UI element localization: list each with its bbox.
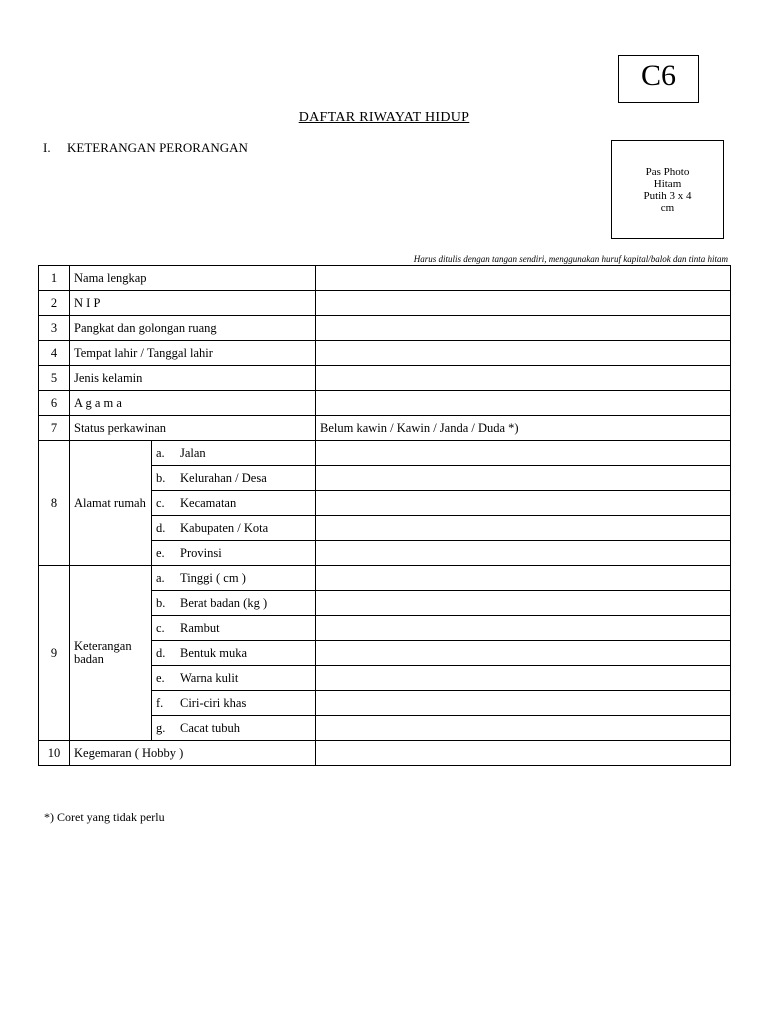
group-label-physical: Keterangan badan <box>70 566 152 741</box>
height-field[interactable] <box>316 566 731 591</box>
personal-info-table <box>38 265 731 766</box>
table-row <box>39 266 731 291</box>
sub-field-label <box>152 591 316 616</box>
photo-placeholder <box>611 140 724 239</box>
sub-label: Jalan <box>180 445 206 460</box>
sub-letter: b. <box>156 595 166 610</box>
district-field[interactable] <box>316 491 731 516</box>
sub-label: Kecamatan <box>180 495 237 510</box>
row-number: 3 <box>39 316 70 341</box>
sub-letter: e. <box>156 670 165 685</box>
photo-caption-line: Putih 3 x 4 <box>643 189 692 202</box>
photo-caption-line: cm <box>660 201 675 214</box>
gender-field[interactable] <box>316 366 731 391</box>
photo-caption-line: Hitam <box>653 177 682 190</box>
row-number: 10 <box>39 741 70 766</box>
regency-field[interactable] <box>316 516 731 541</box>
group-label-address: Alamat rumah <box>70 441 152 566</box>
sub-label: Rambut <box>180 620 220 635</box>
sub-field-label <box>152 516 316 541</box>
sub-field-label <box>152 616 316 641</box>
field-label-rank: Pangkat dan golongan ruang <box>70 316 316 341</box>
footnote: *) Coret yang tidak perlu <box>44 810 165 824</box>
sub-field-label <box>152 691 316 716</box>
table-row <box>39 566 731 591</box>
sub-letter: g. <box>156 720 166 735</box>
photo-caption-line: Pas Photo <box>645 165 690 178</box>
rank-field[interactable] <box>316 316 731 341</box>
field-label-nip: N I P <box>70 291 316 316</box>
field-label-birth: Tempat lahir / Tanggal lahir <box>70 341 316 366</box>
full-name-field[interactable] <box>316 266 731 291</box>
row-number: 2 <box>39 291 70 316</box>
sub-label: Bentuk muka <box>180 645 248 660</box>
sub-letter: d. <box>156 520 166 535</box>
sub-label: Tinggi ( cm ) <box>180 570 246 585</box>
table-row <box>39 391 731 416</box>
hobby-field[interactable] <box>316 741 731 766</box>
row-number: 8 <box>39 441 70 566</box>
sub-letter: d. <box>156 645 166 660</box>
nip-field[interactable] <box>316 291 731 316</box>
photo-caption <box>633 166 703 214</box>
table-row <box>39 416 731 441</box>
field-label-hobby: Kegemaran ( Hobby ) <box>70 741 316 766</box>
sub-label: Cacat tubuh <box>180 720 241 735</box>
section-number: I. <box>43 140 51 155</box>
street-field[interactable] <box>316 441 731 466</box>
table-row <box>39 741 731 766</box>
sub-letter: b. <box>156 470 166 485</box>
religion-field[interactable] <box>316 391 731 416</box>
sub-label: Berat badan (kg ) <box>180 595 268 610</box>
sub-label: Ciri-ciri khas <box>180 695 247 710</box>
face-shape-field[interactable] <box>316 641 731 666</box>
weight-field[interactable] <box>316 591 731 616</box>
sub-label: Kelurahan / Desa <box>180 470 267 485</box>
sub-letter: a. <box>156 570 165 585</box>
sub-field-label <box>152 566 316 591</box>
field-label-gender: Jenis kelamin <box>70 366 316 391</box>
sub-field-label <box>152 491 316 516</box>
instruction-note: Harus ditulis dengan tangan sendiri, menggunakan huruf kapital/balok dan tinta hitam <box>413 254 728 264</box>
row-number: 6 <box>39 391 70 416</box>
row-number: 9 <box>39 566 70 741</box>
skin-color-field[interactable] <box>316 666 731 691</box>
form-code-box: C6 <box>618 55 699 103</box>
document-title: DAFTAR RIWAYAT HIDUP <box>298 110 470 125</box>
province-field[interactable] <box>316 541 731 566</box>
row-number: 7 <box>39 416 70 441</box>
sub-label: Kabupaten / Kota <box>180 520 269 535</box>
sub-letter: c. <box>156 495 165 510</box>
table-row <box>39 366 731 391</box>
sub-field-label <box>152 541 316 566</box>
distinctive-marks-field[interactable] <box>316 691 731 716</box>
section-title: KETERANGAN PERORANGAN <box>67 140 248 155</box>
disability-field[interactable] <box>316 716 731 741</box>
sub-field-label <box>152 716 316 741</box>
birth-field[interactable] <box>316 341 731 366</box>
field-label-marital-status: Status perkawinan <box>70 416 316 441</box>
sub-field-label <box>152 466 316 491</box>
sub-field-label <box>152 666 316 691</box>
sub-label: Warna kulit <box>180 670 239 685</box>
row-number: 1 <box>39 266 70 291</box>
sub-label: Provinsi <box>180 545 222 560</box>
table-row <box>39 316 731 341</box>
sub-field-label <box>152 441 316 466</box>
marital-status-field[interactable]: Belum kawin / Kawin / Janda / Duda *) <box>316 416 731 441</box>
field-label-full-name: Nama lengkap <box>70 266 316 291</box>
sub-letter: e. <box>156 545 165 560</box>
sub-field-label <box>152 641 316 666</box>
sub-letter: c. <box>156 620 165 635</box>
sub-letter: f. <box>156 695 164 710</box>
village-field[interactable] <box>316 466 731 491</box>
table-row <box>39 341 731 366</box>
table-row <box>39 291 731 316</box>
row-number: 5 <box>39 366 70 391</box>
sub-letter: a. <box>156 445 165 460</box>
hair-field[interactable] <box>316 616 731 641</box>
row-number: 4 <box>39 341 70 366</box>
table-row <box>39 441 731 466</box>
field-label-religion: A g a m a <box>70 391 316 416</box>
